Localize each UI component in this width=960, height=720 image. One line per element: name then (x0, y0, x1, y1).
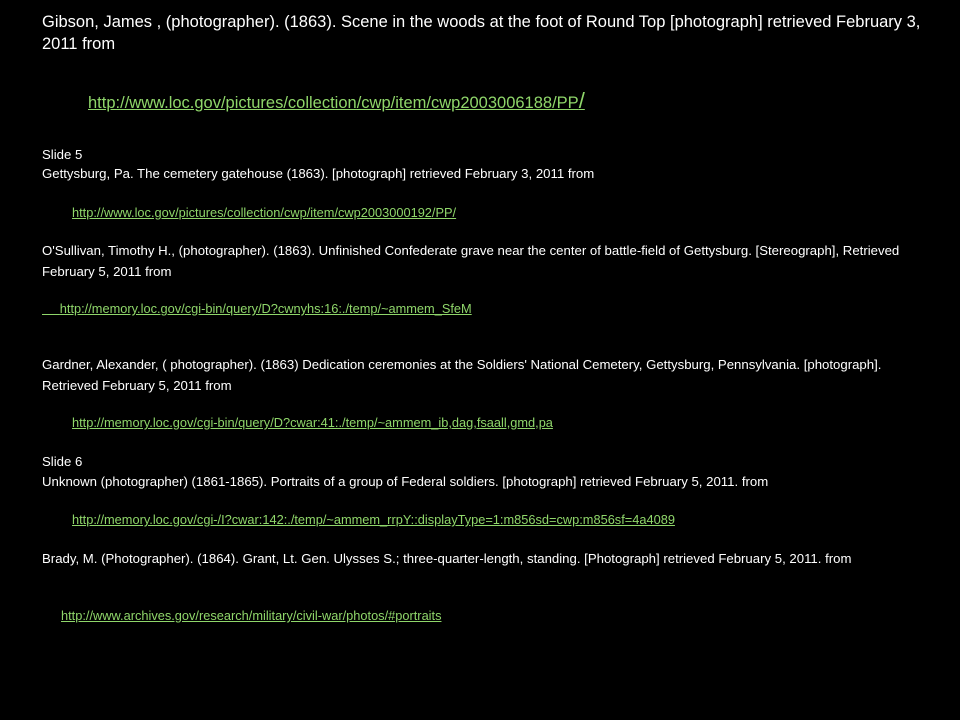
citation-federal-soldiers: Unknown (photographer) (1861-1865). Portraits of a group of Federal soldiers. [photograph] retrieved February 5, 2011. from (42, 474, 769, 489)
heading-slide-6: Slide 6 (42, 454, 83, 469)
citation-cemetery-gatehouse: Gettysburg, Pa. The cemetery gatehouse (1863). [photograph] retrieved February 3, 2011 from (42, 166, 595, 181)
link-osullivan-text: http://memory.loc.gov/cgi-bin/query/D?cwnyhs:16:./temp/~ammem_SfeM (59, 301, 472, 316)
link-osullivan[interactable] (42, 300, 472, 318)
citation-osullivan: O'Sullivan, Timothy H., (photographer). (1863). Unfinished Confederate grave near the center of battle-field of Gettysburg. [Stereograph], Retrieved February 5, 2011 from (42, 243, 900, 279)
link-federal-soldiers[interactable]: http://memory.loc.gov/cgi-/I?cwar:142:./temp/~ammem_rrpY::displayType=1:m856sd=cwp:m856sf=4a4089 (72, 512, 675, 527)
link-gibson-text: http://www.loc.gov/pictures/collection/cwp/item/cwp2003006188/PP (88, 94, 579, 112)
link-cemetery-gatehouse[interactable]: http://www.loc.gov/pictures/collection/cwp/item/cwp2003000192/PP/ (72, 205, 457, 220)
link-osullivan-lead (42, 301, 60, 316)
link-brady[interactable]: http://www.archives.gov/research/military/civil-war/photos/#portraits (61, 608, 442, 623)
citation-gardner: Gardner, Alexander, ( photographer). (1863) Dedication ceremonies at the Soldiers' National Cemetery, Gettysburg, Pennsylvania. [photograph]. Retrieved February 5, 2011 from (42, 357, 882, 393)
link-gibson[interactable] (88, 90, 585, 114)
link-gardner[interactable]: http://memory.loc.gov/cgi-bin/query/D?cwar:41:./temp/~ammem_ib,dag,fsaall,gmd,pa (72, 415, 553, 430)
citation-gibson: Gibson, James , (photographer). (1863). Scene in the woods at the foot of Round Top [photograph] retrieved February 3, 2011 from (42, 13, 921, 53)
link-gibson-tail: / (578, 88, 585, 113)
heading-slide-5: Slide 5 (42, 147, 83, 162)
citation-brady: Brady, M. (Photographer). (1864). Grant, Lt. Gen. Ulysses S.; three-quarter-length, standing. [Photograph] retrieved February 5, 2011. from (42, 551, 852, 566)
